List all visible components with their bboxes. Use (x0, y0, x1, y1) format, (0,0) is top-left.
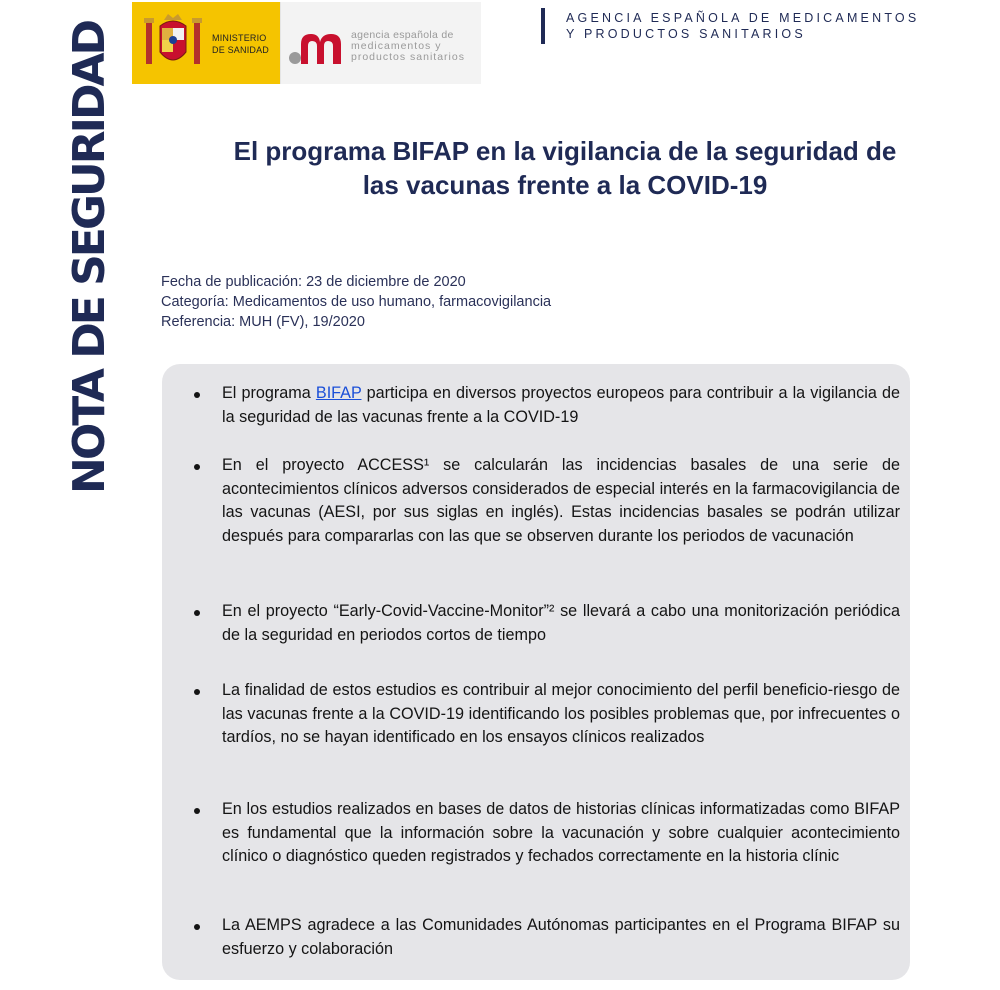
ministerio-label (212, 32, 269, 56)
list-item: En los estudios realizados en bases de datos de historias clínicas informatizadas como BIFAP es fundamental que la información sobre la vacunación y sobre cualquier acontecimiento clínico o diagnóstico queden registrados y fechados correctamente en la historia clínic (222, 798, 900, 869)
side-label-word1: NOTA (64, 358, 115, 494)
agencia-line1: agencia española de (351, 29, 454, 41)
list-item: El programa BIFAP participa en diversos proyectos europeos para contribuir a la vigilancia de la seguridad de las vacunas frente a la COVID-19 (222, 382, 900, 429)
list-item: En el proyecto “Early-Covid-Vaccine-Monitor”² se llevará a cabo una monitorización periódica de la seguridad en periodos cortos de tiempo (222, 600, 900, 647)
side-label (58, 22, 122, 494)
aemps-logo (280, 2, 481, 84)
document-title (160, 134, 970, 202)
agencia-label (351, 30, 465, 63)
ministerio-line2: DE SANIDAD (212, 45, 270, 55)
agencia-line2: medicamentos y (351, 40, 442, 52)
coat-of-arms-icon (142, 12, 204, 76)
list-item: En el proyecto ACCESS¹ se calcularán las incidencias basales de una serie de acontecimientos clínicos adversos considerados de especial interés en la farmacovigilancia de las vacunas (AESI, por sus siglas en inglés). Estas incidencias basales se podrán utilizar después para compararlas con las que se observen durante los periodos de vacunación (222, 454, 900, 548)
header-divider (541, 8, 545, 44)
agency-heading (566, 10, 919, 42)
agency-heading-line2: Y PRODUCTOS SANITARIOS (566, 27, 806, 41)
publication-reference: Referencia: MUH (FV), 19/2020 (161, 314, 365, 330)
agency-heading-line1: AGENCIA ESPAÑOLA DE MEDICAMENTOS (566, 11, 920, 25)
publication-date: Fecha de publicación: 23 de diciembre de 2020 (161, 274, 466, 290)
bifap-link[interactable]: BIFAP (315, 384, 362, 402)
aemps-mark-icon (287, 28, 349, 66)
title-line2: las vacunas frente a la COVID-19 (362, 170, 768, 200)
title-line1: El programa BIFAP en la vigilancia de la seguridad de (233, 136, 897, 166)
publication-metadata (161, 272, 551, 332)
list-item: La AEMPS agradece a las Comunidades Autónomas participantes en el Programa BIFAP su esfuerzo y colaboración (222, 914, 900, 961)
ministerio-line1: MINISTERIO (212, 33, 267, 43)
publication-category: Categoría: Medicamentos de uso humano, farmacovigilancia (161, 294, 552, 310)
ministerio-logo (132, 2, 280, 84)
agencia-line3: productos sanitarios (351, 51, 465, 63)
list-item: La finalidad de estos estudios es contribuir al mejor conocimiento del perfil beneficio-riesgo de las vacunas frente a la COVID-19 identificando los posibles problemas que, por infrecuentes o tardíos, no se hayan identificado en los ensayos clínicos realizados (222, 679, 900, 750)
side-label-word2: DE SEGURIDAD (64, 21, 115, 359)
